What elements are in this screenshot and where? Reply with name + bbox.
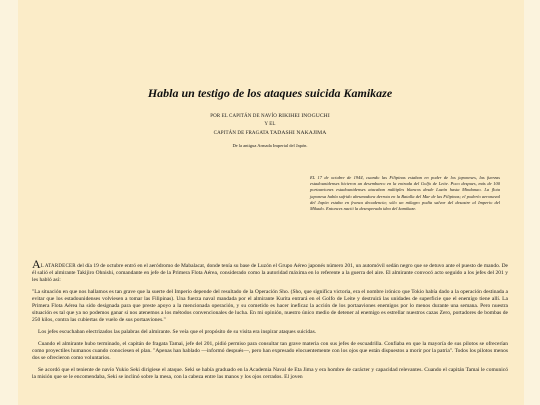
left-margin bbox=[0, 0, 18, 405]
byline bbox=[32, 112, 508, 138]
byline-rank-2: CAPITÁN DE FRAGATA bbox=[213, 131, 271, 136]
paragraph-4: Se acordó que el teniente de navío Yukio Seki dirigiese el ataque. Seki se había graduado en la Academia Naval de Eta Jima y era hombre de carácter y capacidad relevantes. Cuando el capitán Tamai le comunicó la misión que se le encomendaba, Seki se inclinó sobre la mesa, con la cabeza entre las manos y los ojos cerrados. El joven bbox=[32, 367, 508, 380]
quotation: "La situación en que nos hallamos es tan grave que la suerte del Imperio depende del resultado de la Operación Sho. (Sho, que significa victoria, era el nombre irónico que Tokio había dado a la operación destinada a evitar que los estadounidenses volviesen a tomar las Filipinas). Una fuerza naval mandada por el almirante Kurita entrará en el Golfo de Leite y destruirá las unidades de superficie que el enemigo tiene allí. La Primera Flota Aérea ha sido designada para que preste apoyo a la mencionada operación, y su cometido es hacer ineficaz la acción de los portaaviones enemigos por lo menos durante una semana. Pero nuestra situación es tal que ya no podemos ganar si nos atenemos a los métodos convencionales de lucha. En mi opinión, nuestro único medio de detener al enemigo es estrellar nuestros cazas Zero, portadores de bombas de 250 kilos, contra las cubiertas de vuelo de sus portaaviones." bbox=[32, 289, 508, 323]
byline-author-2 bbox=[32, 129, 508, 138]
paragraph-1 bbox=[32, 257, 508, 284]
paragraph-1-text: del día 19 de octubre entró en el aeródromo de Mabalacat, donde tenía su base de Luzón el Grupo Aéreo japonés número 201, un automóvil sedán negro que se detuvo ante el puesto de mando. De él salió el almirante Takijiro Ohnishi, comandante en jefe de la Primera Flota Aérea, considerado como la autoridad máxima en lo referente a la guerra del aire. El almirante convocó acto seguido a los jefes del 201 y les habló así: bbox=[32, 263, 508, 283]
right-margin bbox=[524, 0, 540, 405]
byline-name-2: TADASHI NAKAJIMA bbox=[270, 130, 327, 136]
author-affiliation-note: De la antigua Armada Imperial del Japón. bbox=[232, 143, 308, 148]
article-title: Habla un testigo de los ataques suicida Kamikaze bbox=[147, 86, 393, 100]
drop-cap: A bbox=[32, 257, 41, 271]
byline-conjunction: Y EL bbox=[264, 122, 276, 127]
byline-author-1 bbox=[32, 112, 508, 121]
lead-in: L ATARDECER bbox=[40, 264, 76, 269]
byline-name-1: RIKIHEI INOGUCHI bbox=[278, 113, 330, 119]
article-body bbox=[32, 257, 508, 386]
byline-rank-1: POR EL CAPITÁN DE NAVÍO bbox=[210, 114, 279, 119]
paragraph-2: Los jefes escuchaban electrizados las palabras del almirante. Se veía que el propósito de su visita era inspirar ataques suicidas. bbox=[38, 329, 317, 335]
article bbox=[32, 0, 508, 405]
epigraph: EL 17 de octubre de 1944, cuando las Filipinas estaban en poder de los japoneses, las fuerzas estadounidenses hicieron un desembarco en la entrada del Golfo de Leite. Poco despues, más de 100 portaaviones estadounidenses atacaban múltiples blancos desde Luzón hasta Mindanao. La flota japonesa había sufrido abrumadora derrota en la Batalla del Mar de las Filipinas; el poderío aeronaval del Japón estaba en franca decadencia; sólo un milagro podía salvar del desastre al Imperio del Mikado. Entonces nació la desesperada idea del kamikaze. bbox=[310, 175, 500, 212]
paragraph-3: Cuando el almirante hubo terminado, el capitán de fragata Tamai, jefe del 201, pidió permiso para consultar tan grave materia con sus jefes de escuadrilla. Confiaba en que la mayoría de sus pilotos se ofrecerían como proyectiles humanos cuando conociesen el plan. "Apenas han hablado —informó después—, pero han expresado elocuentemente con los ojos que están dispuestos a morir por la patria". Todos los pilotos menos dos se ofrecieron como voluntarios. bbox=[32, 341, 508, 361]
